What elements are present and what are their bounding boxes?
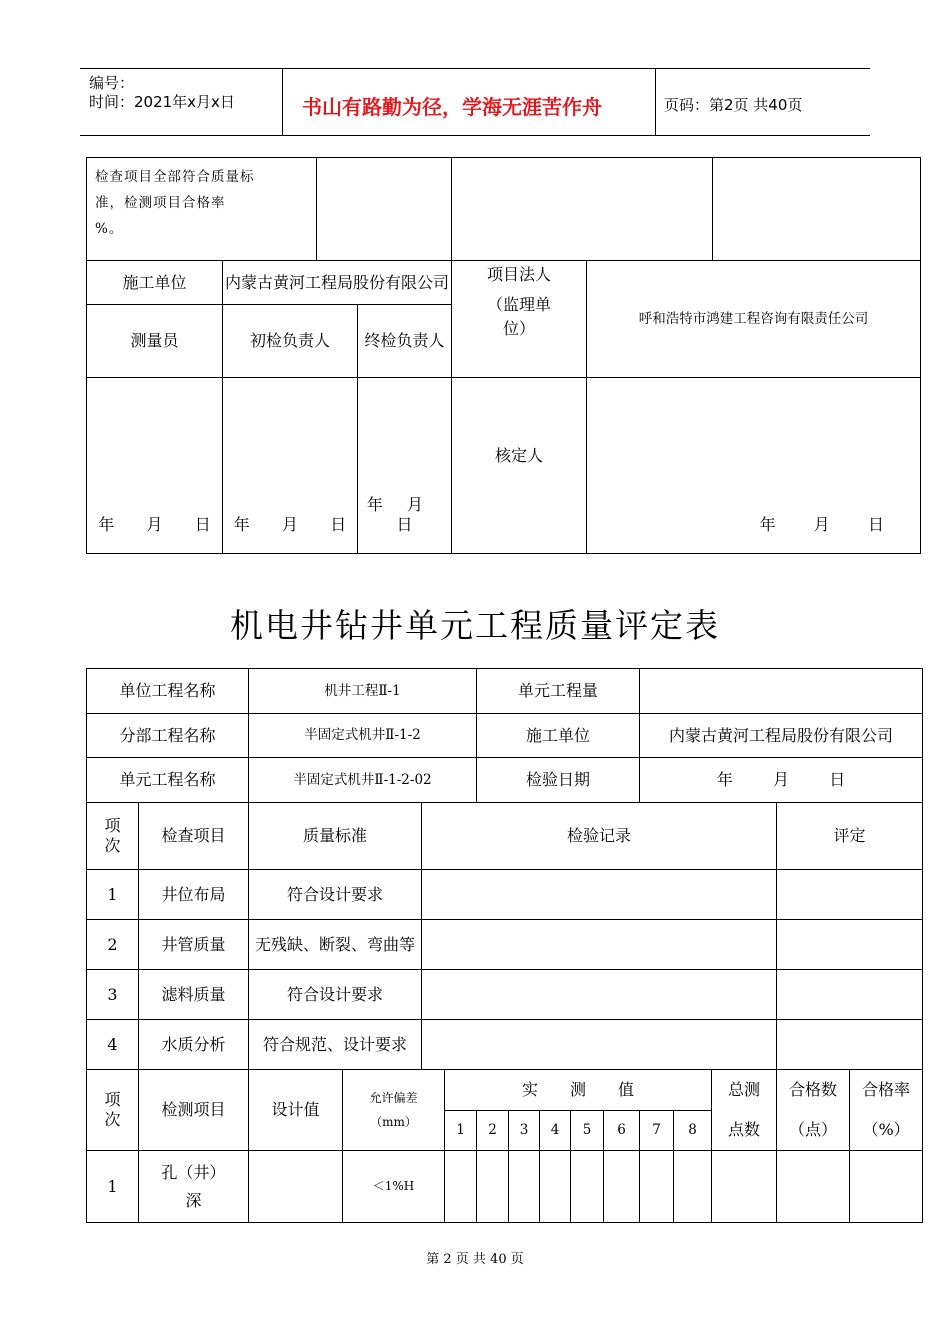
measure-row-item-line-2: 深 xyxy=(185,1190,202,1210)
inspection-row-rating xyxy=(777,1020,923,1070)
header-top-rule xyxy=(80,68,870,69)
inspection-row-standard: 符合规范、设计要求 xyxy=(249,1020,422,1070)
measure-item-header: 检测项目 xyxy=(139,1070,249,1151)
final-inspector-sign-cell xyxy=(358,378,452,554)
measure-pass-count-header xyxy=(777,1070,850,1151)
measure-row-value-1 xyxy=(445,1151,477,1223)
header-bottom-rule xyxy=(80,135,870,136)
verifier-date-month: 月 xyxy=(813,515,830,534)
measure-row-value-3 xyxy=(509,1151,540,1223)
measure-tolerance-header-line-1: 允许偏差 xyxy=(369,1091,418,1105)
measure-point-8: 8 xyxy=(674,1110,712,1151)
inspection-row xyxy=(87,1020,923,1070)
inspection-row-no: 3 xyxy=(87,970,139,1020)
subproject-name-value: 半固定式机井Ⅱ-1-2 xyxy=(249,714,477,758)
inspection-row-item: 水质分析 xyxy=(139,1020,249,1070)
measure-row-value-8 xyxy=(674,1151,712,1223)
inspection-date-day: 日 xyxy=(829,770,846,789)
measure-point-5: 5 xyxy=(571,1110,604,1151)
inspection-row xyxy=(87,870,923,920)
inspection-row-rating xyxy=(777,870,923,920)
inspection-seq-header xyxy=(87,803,139,870)
inspection-row-record xyxy=(422,870,777,920)
measure-point-6: 6 xyxy=(604,1110,640,1151)
evaluation-table xyxy=(86,668,923,1223)
supervision-label-line-1: （监理单 xyxy=(486,295,551,314)
inspection-record-header: 检验记录 xyxy=(422,803,777,870)
measure-measured-header: 实 测 值 xyxy=(445,1070,712,1111)
unit-project-name-value: 机井工程Ⅱ-1 xyxy=(249,669,477,714)
measure-row-total xyxy=(712,1151,777,1223)
inspection-seq-header-line-2: 次 xyxy=(104,836,121,855)
verifier-sign-cell xyxy=(587,378,921,554)
inspection-row-item: 滤料质量 xyxy=(139,970,249,1020)
inspection-row-no: 4 xyxy=(87,1020,139,1070)
inspection-item-header: 检查项目 xyxy=(139,803,249,870)
measure-pass-count-header-line-2: （点） xyxy=(789,1120,838,1139)
header-time-label: 时间：2021年x月x日 xyxy=(89,93,235,111)
supervision-label-line-2: 位） xyxy=(502,319,535,338)
inspection-row-no: 2 xyxy=(87,920,139,970)
eval-construction-unit-label: 施工单位 xyxy=(477,714,640,758)
unit-quantity-value xyxy=(640,669,923,714)
eval-construction-unit-value: 内蒙古黄河工程局股份有限公司 xyxy=(640,714,923,758)
surveyor-date-day: 日 xyxy=(194,515,211,534)
surveyor-sign-cell xyxy=(87,378,223,554)
inspection-row xyxy=(87,920,923,970)
project-owner-label: 项目法人 xyxy=(486,265,551,284)
final-date-day: 日 xyxy=(396,515,413,534)
final-date-year: 年 xyxy=(366,495,383,514)
header-divider-left xyxy=(282,68,283,136)
measure-total-header-line-1: 总测 xyxy=(728,1080,761,1099)
unit-quantity-label: 单元工程量 xyxy=(477,669,640,714)
measure-pass-count-header-line-1: 合格数 xyxy=(789,1080,838,1099)
inspection-date-month: 月 xyxy=(773,770,790,789)
measure-total-header-line-2: 点数 xyxy=(728,1120,761,1139)
header-page-code: 页码：第2页 共40页 xyxy=(664,96,803,114)
surveyor-date-year: 年 xyxy=(98,515,115,534)
construction-unit-label: 施工单位 xyxy=(87,261,223,305)
measure-seq-header xyxy=(87,1070,139,1151)
measure-tolerance-header xyxy=(343,1070,445,1151)
measure-point-7: 7 xyxy=(640,1110,674,1151)
measure-pass-rate-header xyxy=(850,1070,923,1151)
inspection-row-rating xyxy=(777,970,923,1020)
inspection-row-item: 井位布局 xyxy=(139,870,249,920)
inspection-seq-header-line-1: 项 xyxy=(104,816,121,835)
measure-point-4: 4 xyxy=(540,1110,571,1151)
supervision-company: 呼和浩特市鸿建工程咨询有限责任公司 xyxy=(587,261,921,378)
measure-total-header xyxy=(712,1070,777,1151)
criteria-empty-3 xyxy=(713,158,921,261)
measure-row-item xyxy=(139,1151,249,1223)
measure-point-3: 3 xyxy=(509,1110,540,1151)
inspection-standard-header: 质量标准 xyxy=(249,803,422,870)
initial-date-month: 月 xyxy=(281,515,298,534)
measure-row xyxy=(87,1151,923,1223)
measure-design-header: 设计值 xyxy=(249,1070,343,1151)
criteria-empty-1 xyxy=(317,158,452,261)
header-motto: 书山有路勤为径，学海无涯苦作舟 xyxy=(302,95,602,119)
inspection-row-record xyxy=(422,1020,777,1070)
initial-inspector-sign-cell xyxy=(223,378,358,554)
inspection-date-year: 年 xyxy=(716,770,733,789)
element-name-label: 单元工程名称 xyxy=(87,758,249,803)
measure-row-tolerance: ＜1%H xyxy=(343,1151,445,1223)
inspection-row-record xyxy=(422,970,777,1020)
inspection-row-no: 1 xyxy=(87,870,139,920)
criteria-empty-2 xyxy=(452,158,713,261)
measure-row-value-5 xyxy=(571,1151,604,1223)
verifier-label: 核定人 xyxy=(452,378,587,554)
surveyor-label: 测量员 xyxy=(87,305,223,378)
inspection-row-standard: 符合设计要求 xyxy=(249,870,422,920)
measure-tolerance-header-line-2: （mm） xyxy=(370,1115,417,1129)
final-inspector-label: 终检负责人 xyxy=(358,305,452,378)
surveyor-date-month: 月 xyxy=(146,515,163,534)
measure-pass-rate-header-line-2: （%） xyxy=(862,1120,910,1139)
header-number-label: 编号： xyxy=(89,74,135,92)
inspection-date-label: 检验日期 xyxy=(477,758,640,803)
verifier-date-year: 年 xyxy=(759,515,776,534)
page-title: 机电井钻井单元工程质量评定表 xyxy=(230,606,720,645)
measure-row-item-line-1: 孔（井） xyxy=(161,1162,226,1182)
measure-point-1: 1 xyxy=(445,1110,477,1151)
signoff-table xyxy=(86,157,921,554)
owner-supervision-cell xyxy=(452,261,587,378)
measure-row-design xyxy=(249,1151,343,1223)
measure-row-no: 1 xyxy=(87,1151,139,1223)
inspection-row-standard: 符合设计要求 xyxy=(249,970,422,1020)
inspection-row xyxy=(87,970,923,1020)
measure-row-pass-count xyxy=(777,1151,850,1223)
measure-seq-header-line-1: 项 xyxy=(104,1090,121,1109)
initial-date-day: 日 xyxy=(330,515,347,534)
measure-row-value-7 xyxy=(640,1151,674,1223)
element-name-value: 半固定式机井Ⅱ-1-2-02 xyxy=(249,758,477,803)
initial-date-year: 年 xyxy=(233,515,250,534)
measure-point-2: 2 xyxy=(477,1110,509,1151)
inspection-date-value xyxy=(640,758,923,803)
measure-row-value-4 xyxy=(540,1151,571,1223)
criteria-line-3: %。 xyxy=(95,221,124,237)
measure-pass-rate-header-line-1: 合格率 xyxy=(862,1080,911,1099)
inspection-row-standard: 无残缺、断裂、弯曲等 xyxy=(249,920,422,970)
criteria-line-1: 检查项目全部符合质量标 xyxy=(95,169,255,185)
criteria-cell xyxy=(87,158,317,261)
measure-seq-header-line-2: 次 xyxy=(104,1110,121,1129)
construction-unit-value: 内蒙古黄河工程局股份有限公司 xyxy=(223,261,452,305)
criteria-line-2: 准，检测项目合格率 xyxy=(95,195,226,211)
inspection-row-rating xyxy=(777,920,923,970)
measure-row-value-6 xyxy=(604,1151,640,1223)
header-divider-right xyxy=(655,68,656,136)
initial-inspector-label: 初检负责人 xyxy=(223,305,358,378)
inspection-row-item: 井管质量 xyxy=(139,920,249,970)
verifier-date-day: 日 xyxy=(868,515,885,534)
page-footer: 第 2 页 共 40 页 xyxy=(426,1252,524,1267)
subproject-name-label: 分部工程名称 xyxy=(87,714,249,758)
unit-project-name-label: 单位工程名称 xyxy=(87,669,249,714)
inspection-row-record xyxy=(422,920,777,970)
inspection-rating-header: 评定 xyxy=(777,803,923,870)
final-date-month: 月 xyxy=(407,495,424,514)
measure-row-value-2 xyxy=(477,1151,509,1223)
measure-row-pass-rate xyxy=(850,1151,923,1223)
